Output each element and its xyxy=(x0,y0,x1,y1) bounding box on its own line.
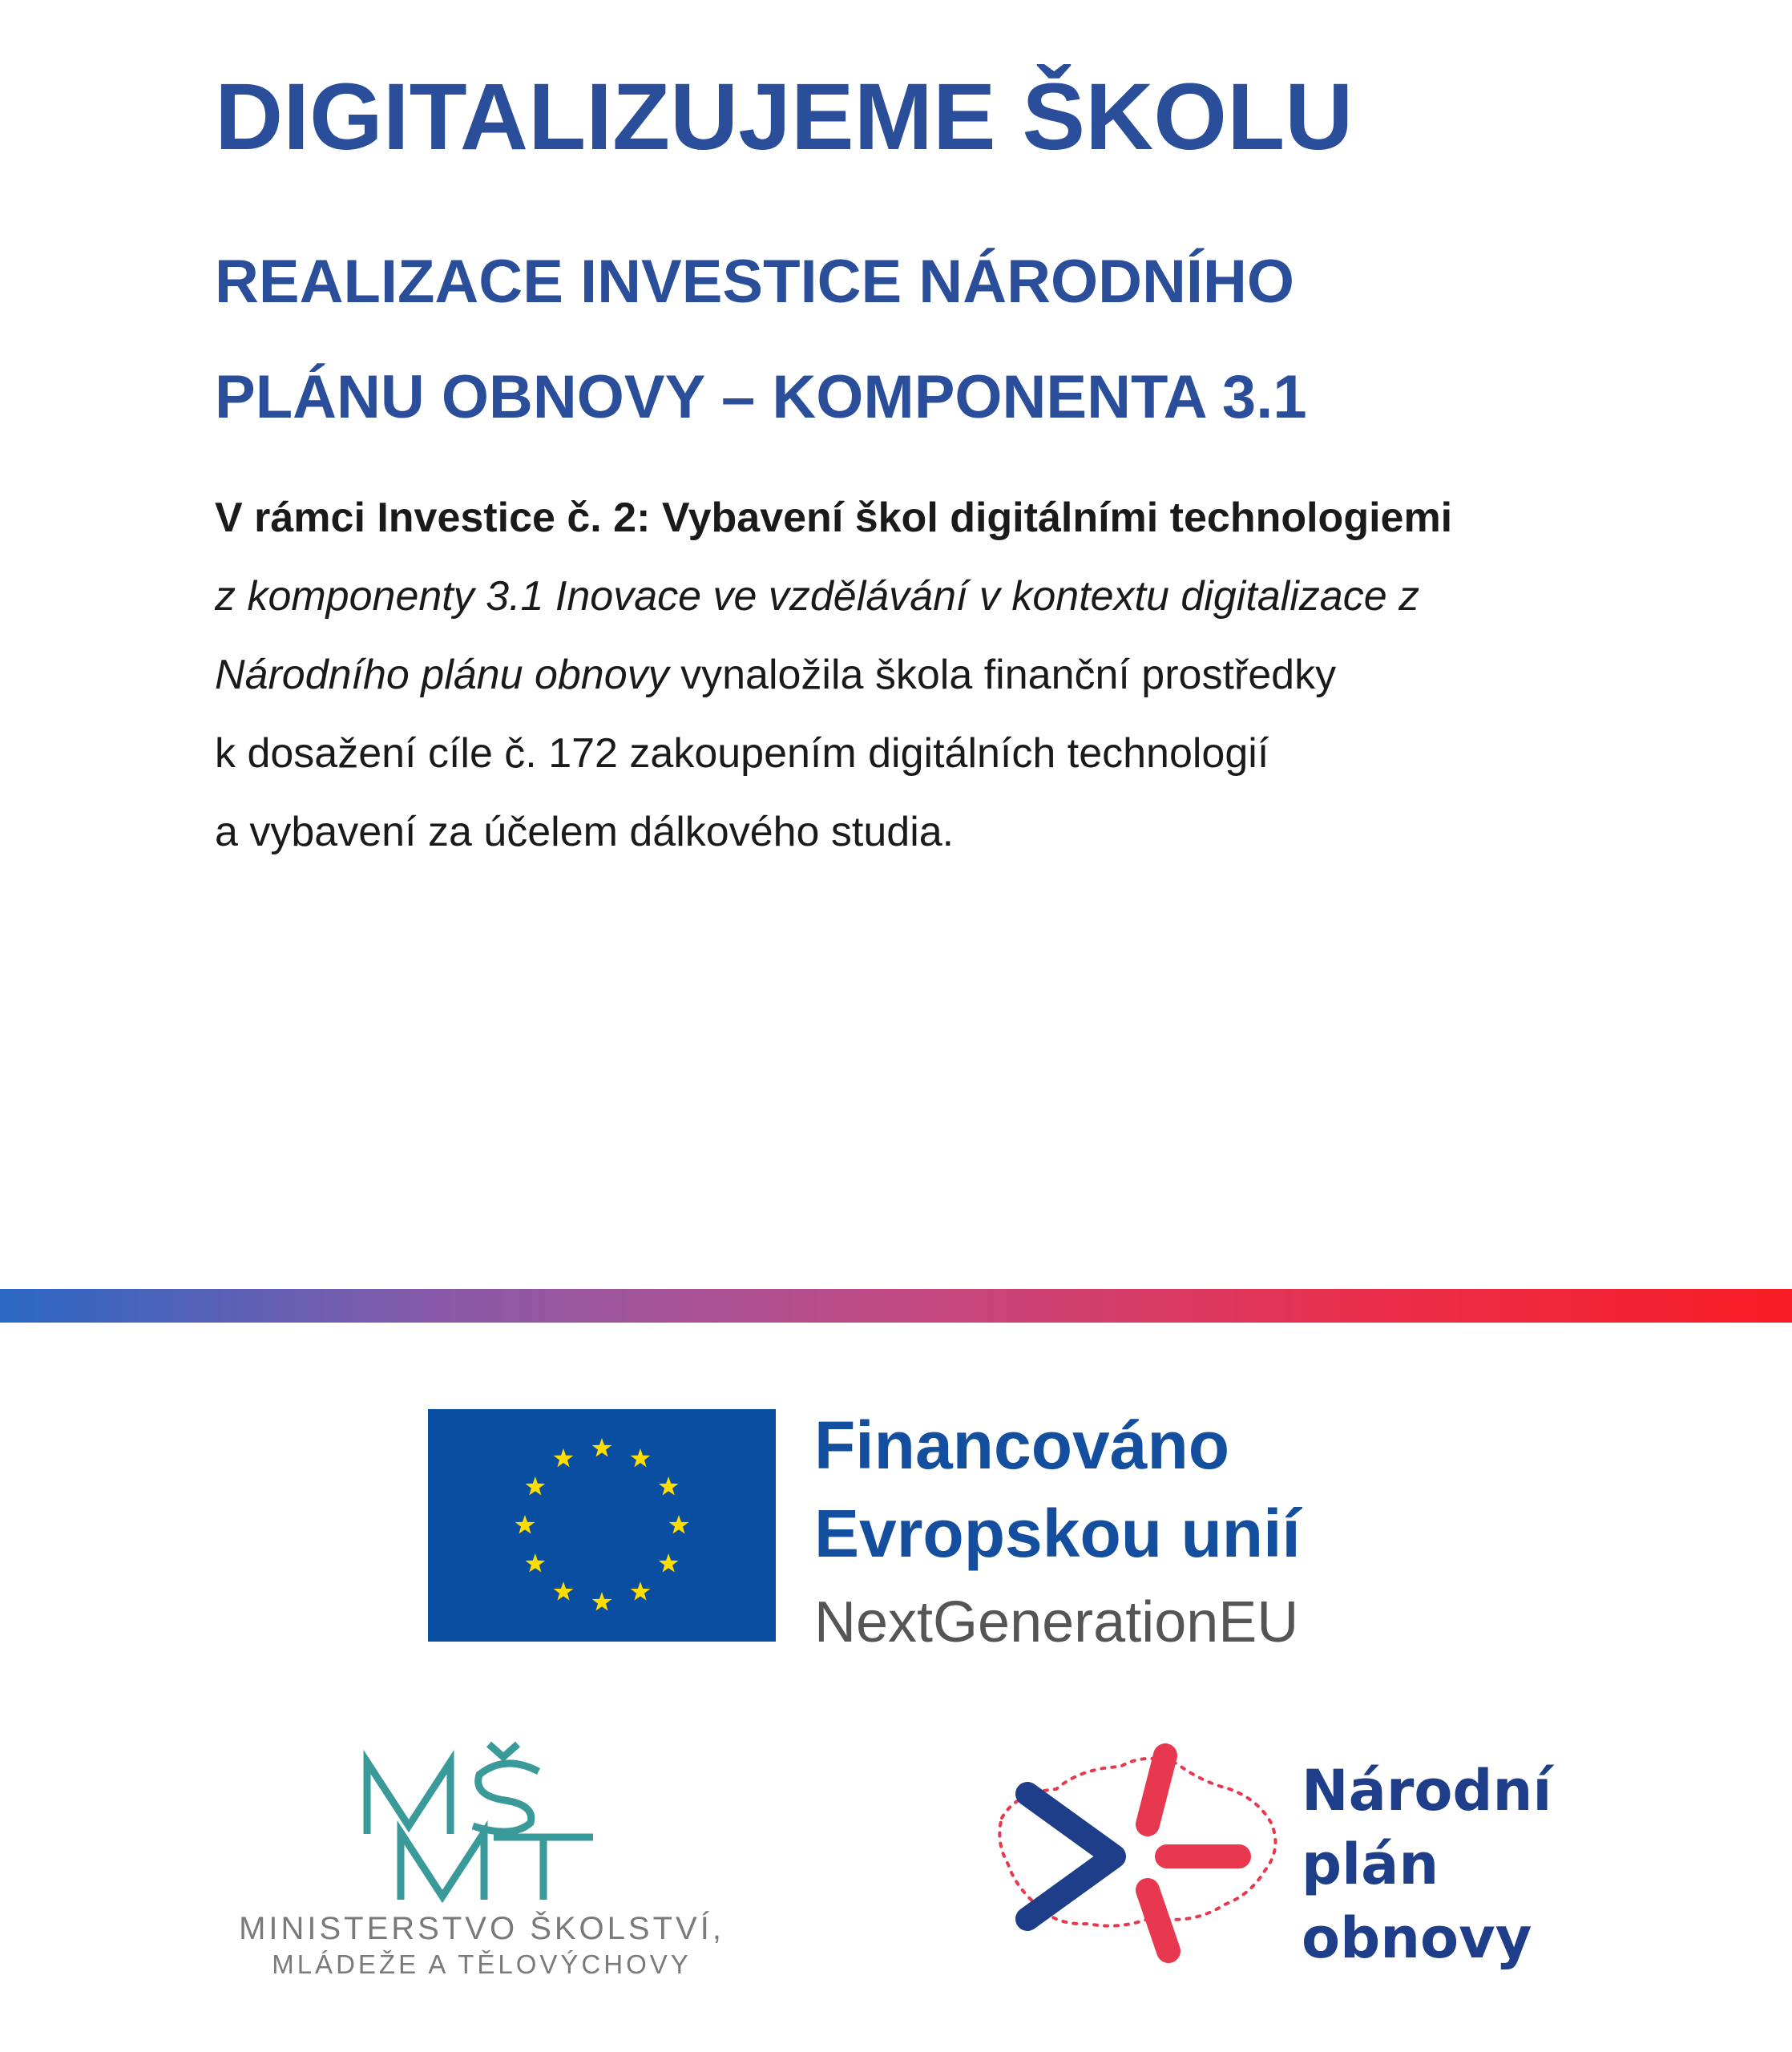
npo-name-line-2: plán xyxy=(1302,1832,1439,1897)
body-line-2: z komponenty 3.1 Inovace ve vzdělávání v kontextu digitalizace z xyxy=(215,573,1420,620)
msmt-caron xyxy=(489,1744,518,1757)
npo-logo-icon xyxy=(984,1736,1289,1969)
eu-funding-text xyxy=(814,1401,1301,1662)
body-line-3-regular: vynaložila škola finanční prostředky xyxy=(668,652,1337,698)
npo-spoke-bottom xyxy=(1148,1890,1168,1951)
body-line-3 xyxy=(215,636,1452,714)
msmt-letter-m1 xyxy=(367,1762,450,1834)
page-subtitle xyxy=(215,224,1307,455)
npo-chevron xyxy=(1027,1794,1114,1919)
msmt-name-line-2: MLÁDEŽE A TĚLOVÝCHOVY xyxy=(272,1949,692,1979)
npo-name-line-3: obnovy xyxy=(1302,1905,1532,1971)
npo-name-line-1: Národní xyxy=(1302,1758,1552,1824)
npo-spoke-top xyxy=(1148,1755,1165,1824)
gradient-divider xyxy=(0,1289,1792,1323)
body-paragraph xyxy=(215,479,1452,871)
body-line-4: k dosažení cíle č. 172 zakoupením digitálních technologií xyxy=(215,730,1269,777)
eu-text-line-2: Evropskou unií xyxy=(814,1496,1301,1571)
body-line-3-italic: Národního plánu obnovy xyxy=(215,652,669,698)
eu-flag-icon xyxy=(428,1409,776,1642)
subtitle-line-2: PLÁNU OBNOVY – KOMPONENTA 3.1 xyxy=(215,363,1307,431)
subtitle-line-1: REALIZACE INVESTICE NÁRODNÍHO xyxy=(215,248,1294,316)
msmt-letter-s xyxy=(473,1763,539,1832)
msmt-logo-icon xyxy=(353,1739,609,1908)
msmt-name xyxy=(237,1909,726,1981)
npo-name xyxy=(1302,1754,1552,1975)
eu-text-line-3: NextGenerationEU xyxy=(814,1590,1299,1654)
body-line-1: V rámci Investice č. 2: Vybavení škol digitálními technologiemi xyxy=(215,495,1453,541)
eu-text-line-1: Financováno xyxy=(814,1408,1230,1483)
msmt-name-line-1: MINISTERSTVO ŠKOLSTVÍ, xyxy=(239,1911,724,1946)
body-line-5: a vybavení za účelem dálkového studia. xyxy=(215,809,955,855)
page-title: DIGITALIZUJEME ŠKOLU xyxy=(215,64,1354,170)
msmt-letter-m2 xyxy=(401,1832,484,1900)
